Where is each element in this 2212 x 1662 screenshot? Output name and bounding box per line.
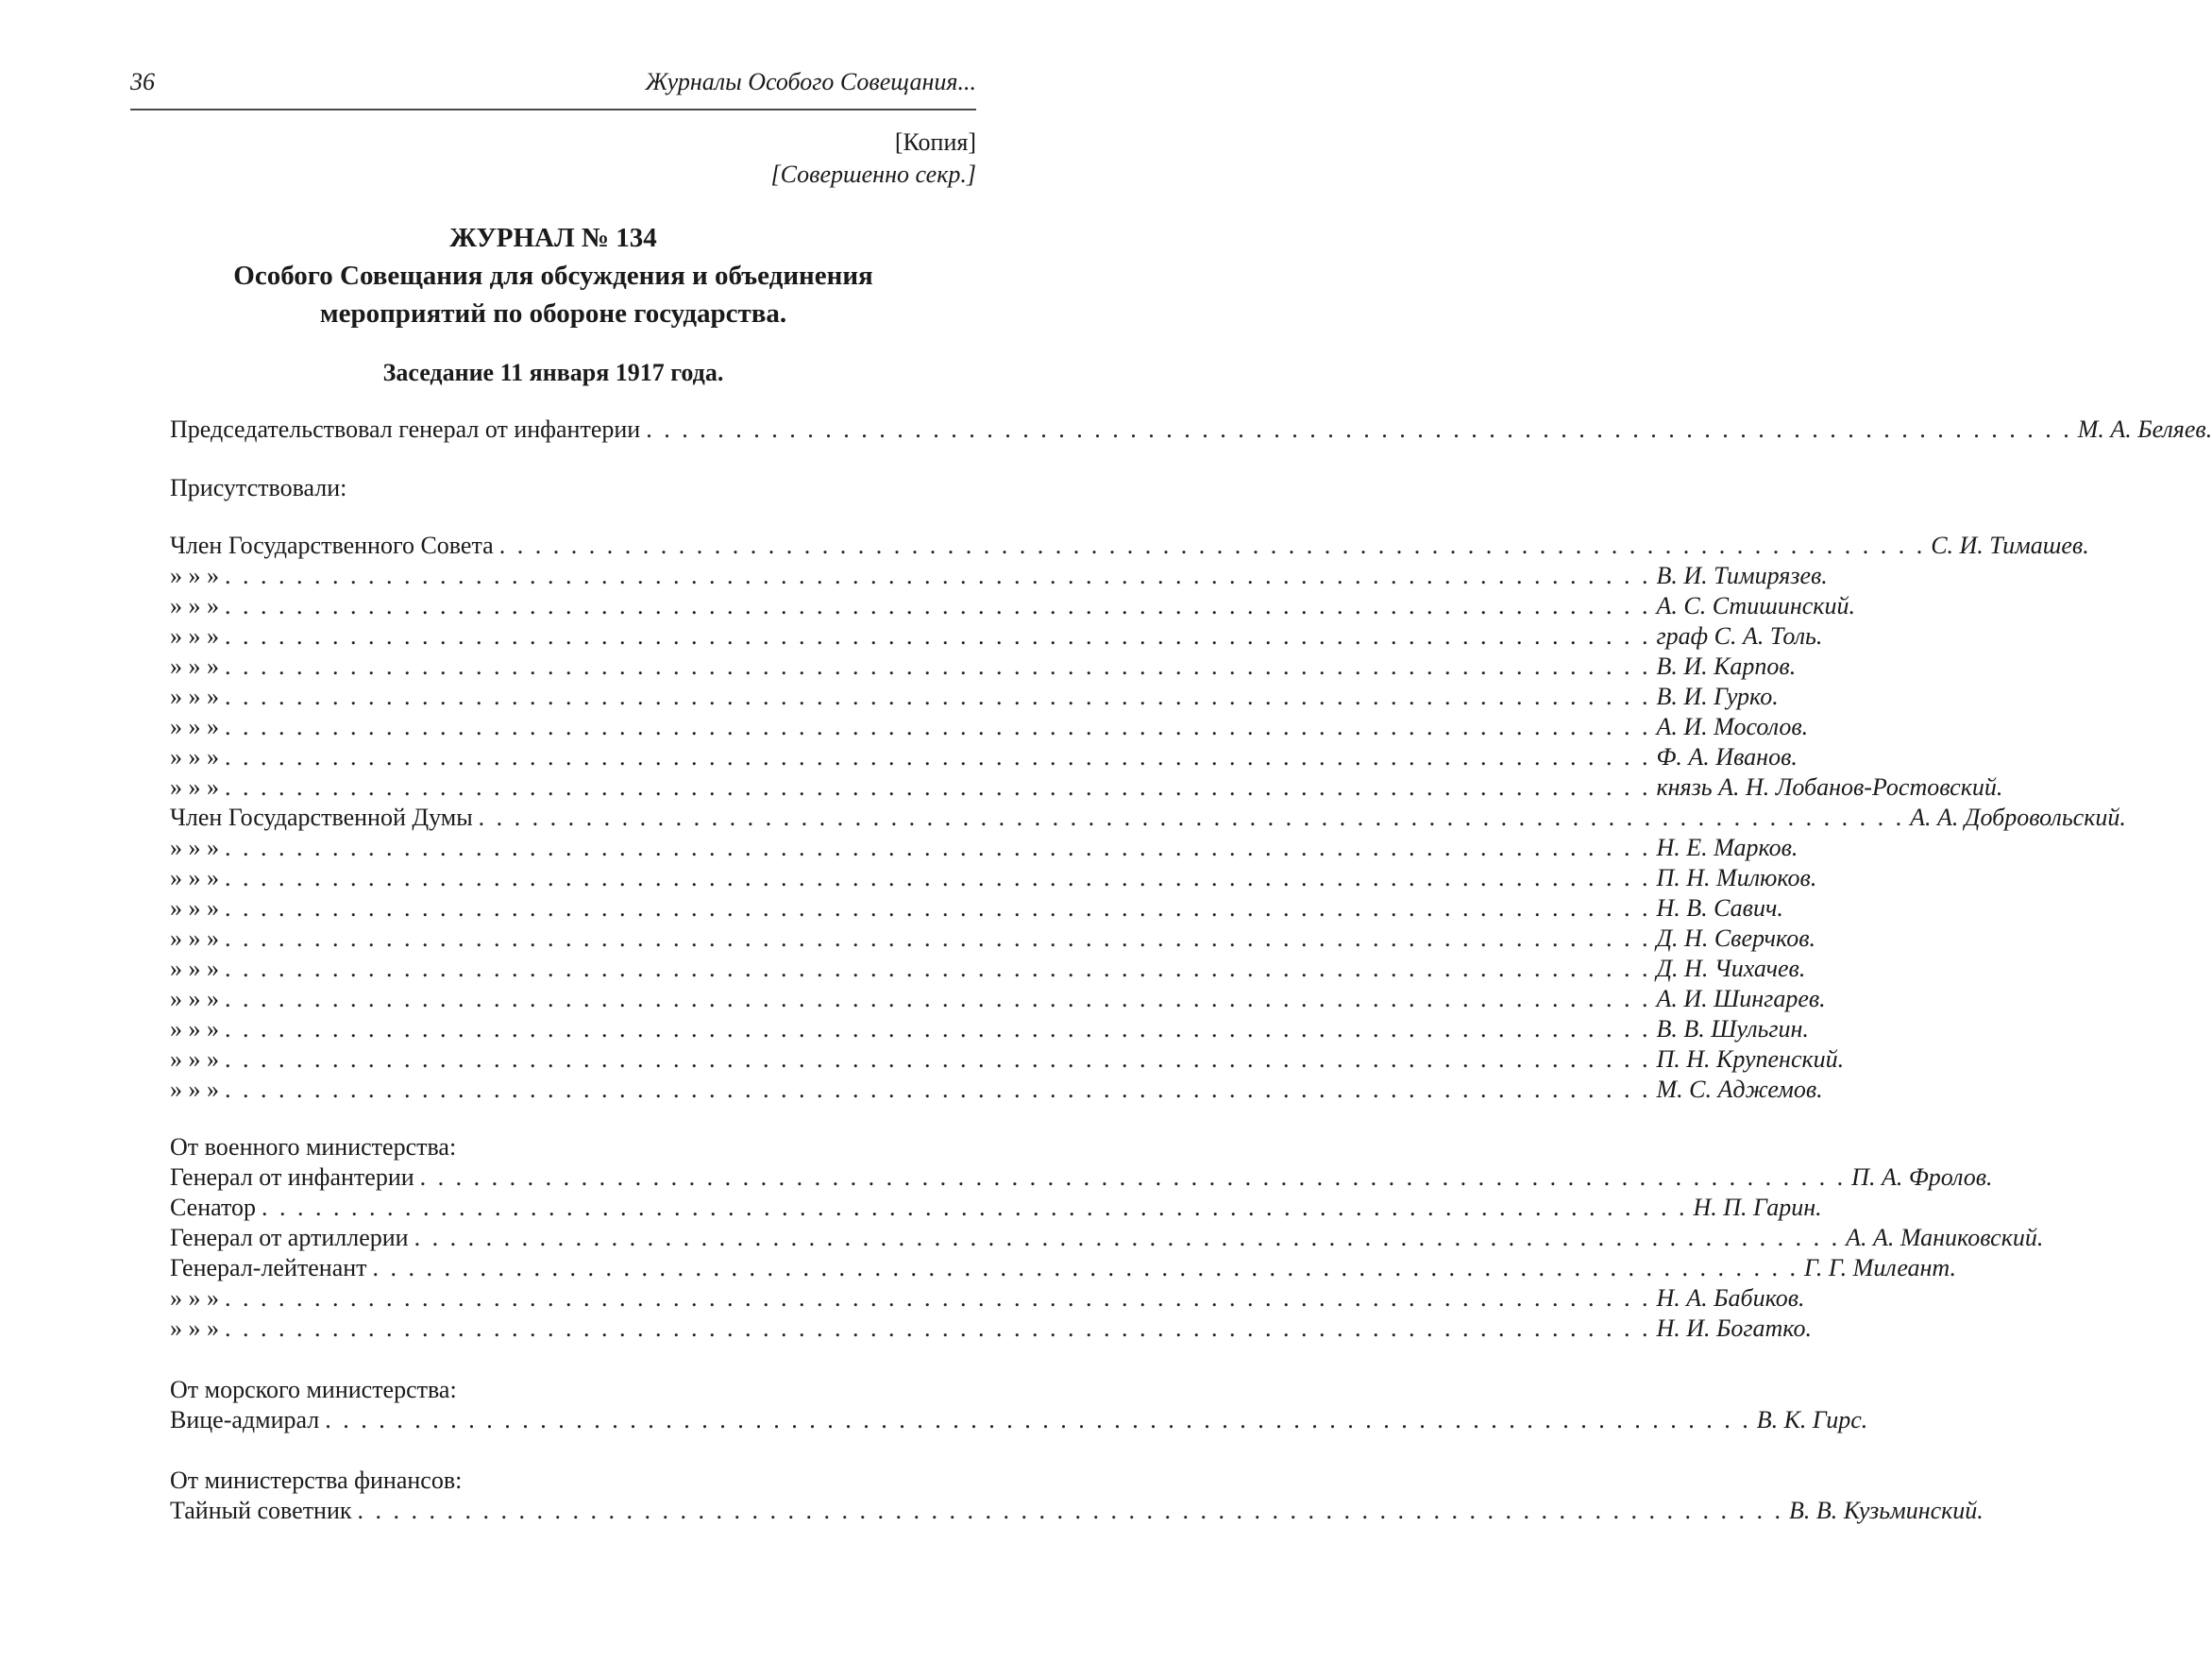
session-date: Заседание 11 января 1917 года.: [382, 359, 724, 386]
dot-leader: . . . . . . . . . . . . . . . . . . . . . . . . . . . . . . . . . . . . . . . . . . . . . . . . . . . . . . . . . . . . . . . . . . . . . . . . . . . . . . . .: [225, 743, 1651, 771]
row-label: » » »: [170, 773, 219, 801]
row-label: » » »: [170, 834, 219, 861]
row-label: » » »: [170, 743, 219, 771]
row-label: Член Государственного Совета: [170, 532, 494, 559]
row-label: » » »: [170, 894, 219, 922]
list-item: [170, 1254, 1957, 1284]
row-label: » » »: [170, 683, 219, 710]
row-name: Н. И. Богатко.: [1656, 1314, 1812, 1342]
row-name: Д. Н. Сверчков.: [1656, 924, 1816, 952]
dot-leader: . . . . . . . . . . . . . . . . . . . . . . . . . . . . . . . . . . . . . . . . . . . . . . . . . . . . . . . . . . . . . . . . . . . . . . . . . . . . . . . .: [225, 1284, 1651, 1312]
list-item: [170, 1224, 2044, 1254]
dot-leader: . . . . . . . . . . . . . . . . . . . . . . . . . . . . . . . . . . . . . . . . . . . . . . . . . . . . . . . . . . . . . . . . . . . . . . . . . . . . . . . .: [225, 924, 1651, 952]
dot-leader: . . . . . . . . . . . . . . . . . . . . . . . . . . . . . . . . . . . . . . . . . . . . . . . . . . . . . . . . . . . . . . . . . . . . . . . . . . . . . . . .: [419, 1163, 1847, 1191]
row-label: Председательствовал генерал от инфантерии: [170, 416, 641, 443]
row-name: Н. А. Бабиков.: [1656, 1284, 1805, 1312]
row-label: Генерал-лейтенант: [170, 1254, 367, 1281]
row-name: С. И. Тимашев.: [1931, 532, 2089, 559]
dot-leader: . . . . . . . . . . . . . . . . . . . . . . . . . . . . . . . . . . . . . . . . . . . . . . . . . . . . . . . . . . . . . . . . . . . . . . . . . . . . . . . .: [225, 562, 1651, 589]
row-name: Ф. А. Иванов.: [1656, 743, 1798, 771]
row-label: Генерал от инфантерии: [170, 1163, 414, 1191]
list-item: [170, 653, 1797, 683]
row-name: В. К. Гирс.: [1756, 1406, 1868, 1433]
row-label: » » »: [170, 924, 219, 952]
attendance-list: [170, 0, 2212, 1662]
row-name: В. И. Тимирязев.: [1656, 562, 1828, 589]
row-name: Н. П. Гарин.: [1693, 1194, 1822, 1221]
row-name: А. А. Маниковский.: [1846, 1224, 2044, 1251]
row-label: » » »: [170, 985, 219, 1012]
dot-leader: . . . . . . . . . . . . . . . . . . . . . . . . . . . . . . . . . . . . . . . . . . . . . . . . . . . . . . . . . . . . . . . . . . . . . . . . . . . . . . . .: [225, 955, 1651, 982]
list-item: [170, 622, 1823, 653]
dot-leader: . . . . . . . . . . . . . . . . . . . . . . . . . . . . . . . . . . . . . . . . . . . . . . . . . . . . . . . . . . . . . . . . . . . . . . . . . . . . . . . .: [498, 532, 1926, 559]
dot-leader: . . . . . . . . . . . . . . . . . . . . . . . . . . . . . . . . . . . . . . . . . . . . . . . . . . . . . . . . . . . . . . . . . . . . . . . . . . . . . . . .: [225, 834, 1651, 861]
dot-leader: . . . . . . . . . . . . . . . . . . . . . . . . . . . . . . . . . . . . . . . . . . . . . . . . . . . . . . . . . . . . . . . . . . . . . . . . . . . . . . . .: [225, 622, 1651, 650]
list-item: [170, 985, 1826, 1015]
row-name: граф С. А. Толь.: [1656, 622, 1823, 650]
list-item: [170, 1314, 1812, 1345]
running-title: Журналы Особого Совещания...: [645, 68, 976, 95]
dot-leader: . . . . . . . . . . . . . . . . . . . . . . . . . . . . . . . . . . . . . . . . . . . . . . . . . . . . . . . . . . . . . . . . . . . . . . . . . . . . . . . .: [225, 985, 1651, 1012]
list-item: [170, 864, 1817, 894]
list-item: [170, 1045, 1845, 1076]
row-name: Н. В. Савич.: [1656, 894, 1783, 922]
list-item: [170, 713, 1809, 743]
dot-leader: . . . . . . . . . . . . . . . . . . . . . . . . . . . . . . . . . . . . . . . . . . . . . . . . . . . . . . . . . . . . . . . . . . . . . . . . . . . . . . . .: [225, 1015, 1651, 1043]
row-name: В. В. Кузьминский.: [1789, 1497, 1984, 1524]
dot-leader: . . . . . . . . . . . . . . . . . . . . . . . . . . . . . . . . . . . . . . . . . . . . . . . . . . . . . . . . . . . . . . . . . . . . . . . . . . . . . . . .: [225, 1076, 1651, 1103]
journal-title: ЖУРНАЛ № 134: [449, 223, 657, 253]
row-name: П. Н. Милюков.: [1656, 864, 1817, 891]
row-label: » » »: [170, 562, 219, 589]
page-number: 36: [130, 68, 155, 95]
chairman-row: [170, 416, 2212, 446]
dot-leader: . . . . . . . . . . . . . . . . . . . . . . . . . . . . . . . . . . . . . . . . . . . . . . . . . . . . . . . . . . . . . . . . . . . . . . . . . . . . . . . .: [225, 1045, 1651, 1073]
row-name: М. С. Аджемов.: [1656, 1076, 1823, 1103]
row-label: » » »: [170, 592, 219, 619]
row-label: Член Государственной Думы: [170, 804, 473, 831]
list-item: [170, 592, 1855, 622]
journal-subtitle-line2: мероприятий по обороне государства.: [319, 298, 787, 329]
dot-leader: . . . . . . . . . . . . . . . . . . . . . . . . . . . . . . . . . . . . . . . . . . . . . . . . . . . . . . . . . . . . . . . . . . . . . . . . . . . . . . . .: [225, 683, 1651, 710]
dot-leader: . . . . . . . . . . . . . . . . . . . . . . . . . . . . . . . . . . . . . . . . . . . . . . . . . . . . . . . . . . . . . . . . . . . . . . . . . . . . . . . .: [225, 894, 1651, 922]
list-item: [170, 894, 1783, 924]
dot-leader: . . . . . . . . . . . . . . . . . . . . . . . . . . . . . . . . . . . . . . . . . . . . . . . . . . . . . . . . . . . . . . . . . . . . . . . . . . . . . . . .: [357, 1497, 1784, 1524]
copy-stamp: [Копия]: [894, 128, 976, 156]
dot-leader: . . . . . . . . . . . . . . . . . . . . . . . . . . . . . . . . . . . . . . . . . . . . . . . . . . . . . . . . . . . . . . . . . . . . . . . . . . . . . . . .: [225, 713, 1651, 740]
dot-leader: . . . . . . . . . . . . . . . . . . . . . . . . . . . . . . . . . . . . . . . . . . . . . . . . . . . . . . . . . . . . . . . . . . . . . . . . . . . . . . . .: [478, 804, 1905, 831]
list-item: [170, 1163, 1993, 1194]
row-name: М. А. Беляев.: [2077, 416, 2212, 443]
row-label: Тайный советник: [170, 1497, 352, 1524]
row-label: Сенатор: [170, 1194, 256, 1221]
row-label: Вице-адмирал: [170, 1406, 320, 1433]
list-item: [170, 1284, 1805, 1314]
row-label: » » »: [170, 713, 219, 740]
list-item: [170, 743, 1798, 773]
list-item: [170, 955, 1806, 985]
list-item: [170, 1497, 1984, 1527]
journal-subtitle-line1: Особого Совещания для обсуждения и объединения: [233, 261, 873, 291]
row-name: В. И. Карпов.: [1656, 653, 1797, 680]
list-item: [170, 562, 1828, 592]
list-item: [170, 683, 1779, 713]
dot-leader: . . . . . . . . . . . . . . . . . . . . . . . . . . . . . . . . . . . . . . . . . . . . . . . . . . . . . . . . . . . . . . . . . . . . . . . . . . . . . . . .: [372, 1254, 1799, 1281]
row-label: Генерал от артиллерии: [170, 1224, 409, 1251]
row-name: А. А. Добровольский.: [1910, 804, 2126, 831]
dot-leader: . . . . . . . . . . . . . . . . . . . . . . . . . . . . . . . . . . . . . . . . . . . . . . . . . . . . . . . . . . . . . . . . . . . . . . . . . . . . . . . .: [225, 773, 1651, 801]
row-name: А. И. Мосолов.: [1656, 713, 1809, 740]
row-label: » » »: [170, 653, 219, 680]
section-heading-war-ministry: От военного министерства:: [170, 1133, 457, 1161]
list-item: [170, 1076, 1823, 1106]
dot-leader: . . . . . . . . . . . . . . . . . . . . . . . . . . . . . . . . . . . . . . . . . . . . . . . . . . . . . . . . . . . . . . . . . . . . . . . . . . . . . . . .: [262, 1194, 1688, 1221]
row-label: » » »: [170, 1284, 219, 1312]
row-label: » » »: [170, 1314, 219, 1342]
section-heading-finance-ministry: От министерства финансов:: [170, 1467, 463, 1494]
row-label: » » »: [170, 864, 219, 891]
list-item: [170, 1194, 1822, 1224]
dot-leader: . . . . . . . . . . . . . . . . . . . . . . . . . . . . . . . . . . . . . . . . . . . . . . . . . . . . . . . . . . . . . . . . . . . . . . . . . . . . . . . .: [225, 592, 1651, 619]
dot-leader: . . . . . . . . . . . . . . . . . . . . . . . . . . . . . . . . . . . . . . . . . . . . . . . . . . . . . . . . . . . . . . . . . . . . . . . . . . . . . . . .: [225, 653, 1651, 680]
list-item: [170, 773, 2003, 804]
row-name: Д. Н. Чихачев.: [1656, 955, 1806, 982]
dot-leader: . . . . . . . . . . . . . . . . . . . . . . . . . . . . . . . . . . . . . . . . . . . . . . . . . . . . . . . . . . . . . . . . . . . . . . . . . . . . . . . .: [414, 1224, 1841, 1251]
list-item: [170, 804, 2126, 834]
list-item: [170, 834, 1798, 864]
dot-leader: . . . . . . . . . . . . . . . . . . . . . . . . . . . . . . . . . . . . . . . . . . . . . . . . . . . . . . . . . . . . . . . . . . . . . . . . . . . . . . . .: [325, 1406, 1751, 1433]
dot-leader: . . . . . . . . . . . . . . . . . . . . . . . . . . . . . . . . . . . . . . . . . . . . . . . . . . . . . . . . . . . . . . . . . . . . . . . . . . . . . . . .: [225, 864, 1651, 891]
row-name: В. И. Гурко.: [1656, 683, 1779, 710]
row-label: » » »: [170, 622, 219, 650]
list-item: [170, 1406, 1868, 1436]
dot-leader: . . . . . . . . . . . . . . . . . . . . . . . . . . . . . . . . . . . . . . . . . . . . . . . . . . . . . . . . . . . . . . . . . . . . . . . . . . . . . . . .: [225, 1314, 1651, 1342]
section-heading-naval-ministry: От морского министерства:: [170, 1376, 457, 1403]
list-item: [170, 1015, 1809, 1045]
row-label: » » »: [170, 1015, 219, 1043]
row-name: князь А. Н. Лобанов-Ростовский.: [1656, 773, 2003, 801]
row-name: П. А. Фролов.: [1851, 1163, 1993, 1191]
row-label: » » »: [170, 1045, 219, 1073]
dot-leader: . . . . . . . . . . . . . . . . . . . . . . . . . . . . . . . . . . . . . . . . . . . . . . . . . . . . . . . . . . . . . . . . . . . . . . . . . . . . . . . .: [646, 416, 2072, 443]
row-name: П. Н. Крупенский.: [1656, 1045, 1845, 1073]
row-label: » » »: [170, 955, 219, 982]
row-name: Г. Г. Милеант.: [1804, 1254, 1957, 1281]
row-name: А. С. Стишинский.: [1656, 592, 1855, 619]
present-heading: Присутствовали:: [170, 474, 347, 501]
row-label: » » »: [170, 1076, 219, 1103]
list-item: [170, 532, 2089, 562]
row-name: А. И. Шингарев.: [1656, 985, 1826, 1012]
row-name: Н. Е. Марков.: [1656, 834, 1798, 861]
row-name: В. В. Шульгин.: [1656, 1015, 1809, 1043]
list-item: [170, 924, 1816, 955]
secret-stamp: [Совершенно секр.]: [770, 161, 976, 188]
